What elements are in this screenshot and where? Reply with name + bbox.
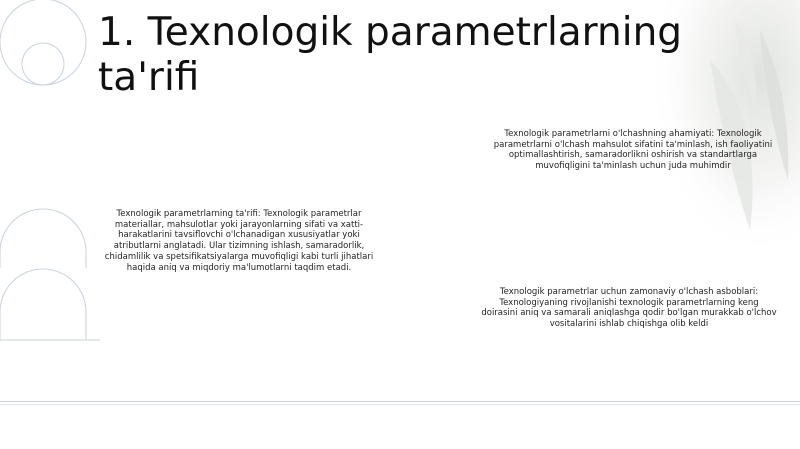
small-circle-outline: [22, 43, 64, 85]
upper-arch-outline: [0, 209, 86, 268]
bottom-divider-line: [0, 401, 800, 402]
decorative-circles: [0, 0, 100, 449]
measurement-tools-text-block: Texnologik parametrlar uchun zamonaviy o'lchash asboblari: Texnologiyaning rivojlanishi texnologik parametrlarning keng doirasini aniq va samarali aniqlashga qodir bo'lgan murakkab o'lchov vositalarini ishlab chiqishga olib keldi: [481, 287, 777, 330]
bottom-divider-line-faint: [0, 404, 800, 405]
definition-text-block: Texnologik parametrlarning ta'rifi: Texnologik parametrlar materiallar, mahsulotlar yoki jarayonlarning sifati va xatti-harakatlarini tavsiflovchi o'lchanadigan xususiyatlar yoki atributlarni anglatadi. Ular tizimning ishlash, samaradorlik, chidamlilik va spetsifikatsiyalarga muvofiqligi kabi turli jihatlari haqida aniq va miqdoriy ma'lumotlarni taqdim etadi.: [104, 209, 374, 273]
lower-arch-outline: [0, 269, 86, 340]
importance-text-block: Texnologik parametrlarni o'lchashning ahamiyati: Texnologik parametrlarni o'lchash mahsulot sifatini ta'minlash, ish faoliyatini optimallashtirish, samaradorlikni oshirish va standartlarga muvofiqligini ta'minlash uchun juda muhimdir: [493, 129, 773, 172]
slide-title: 1. Texnologik parametrlarning ta'rifi: [98, 10, 683, 100]
